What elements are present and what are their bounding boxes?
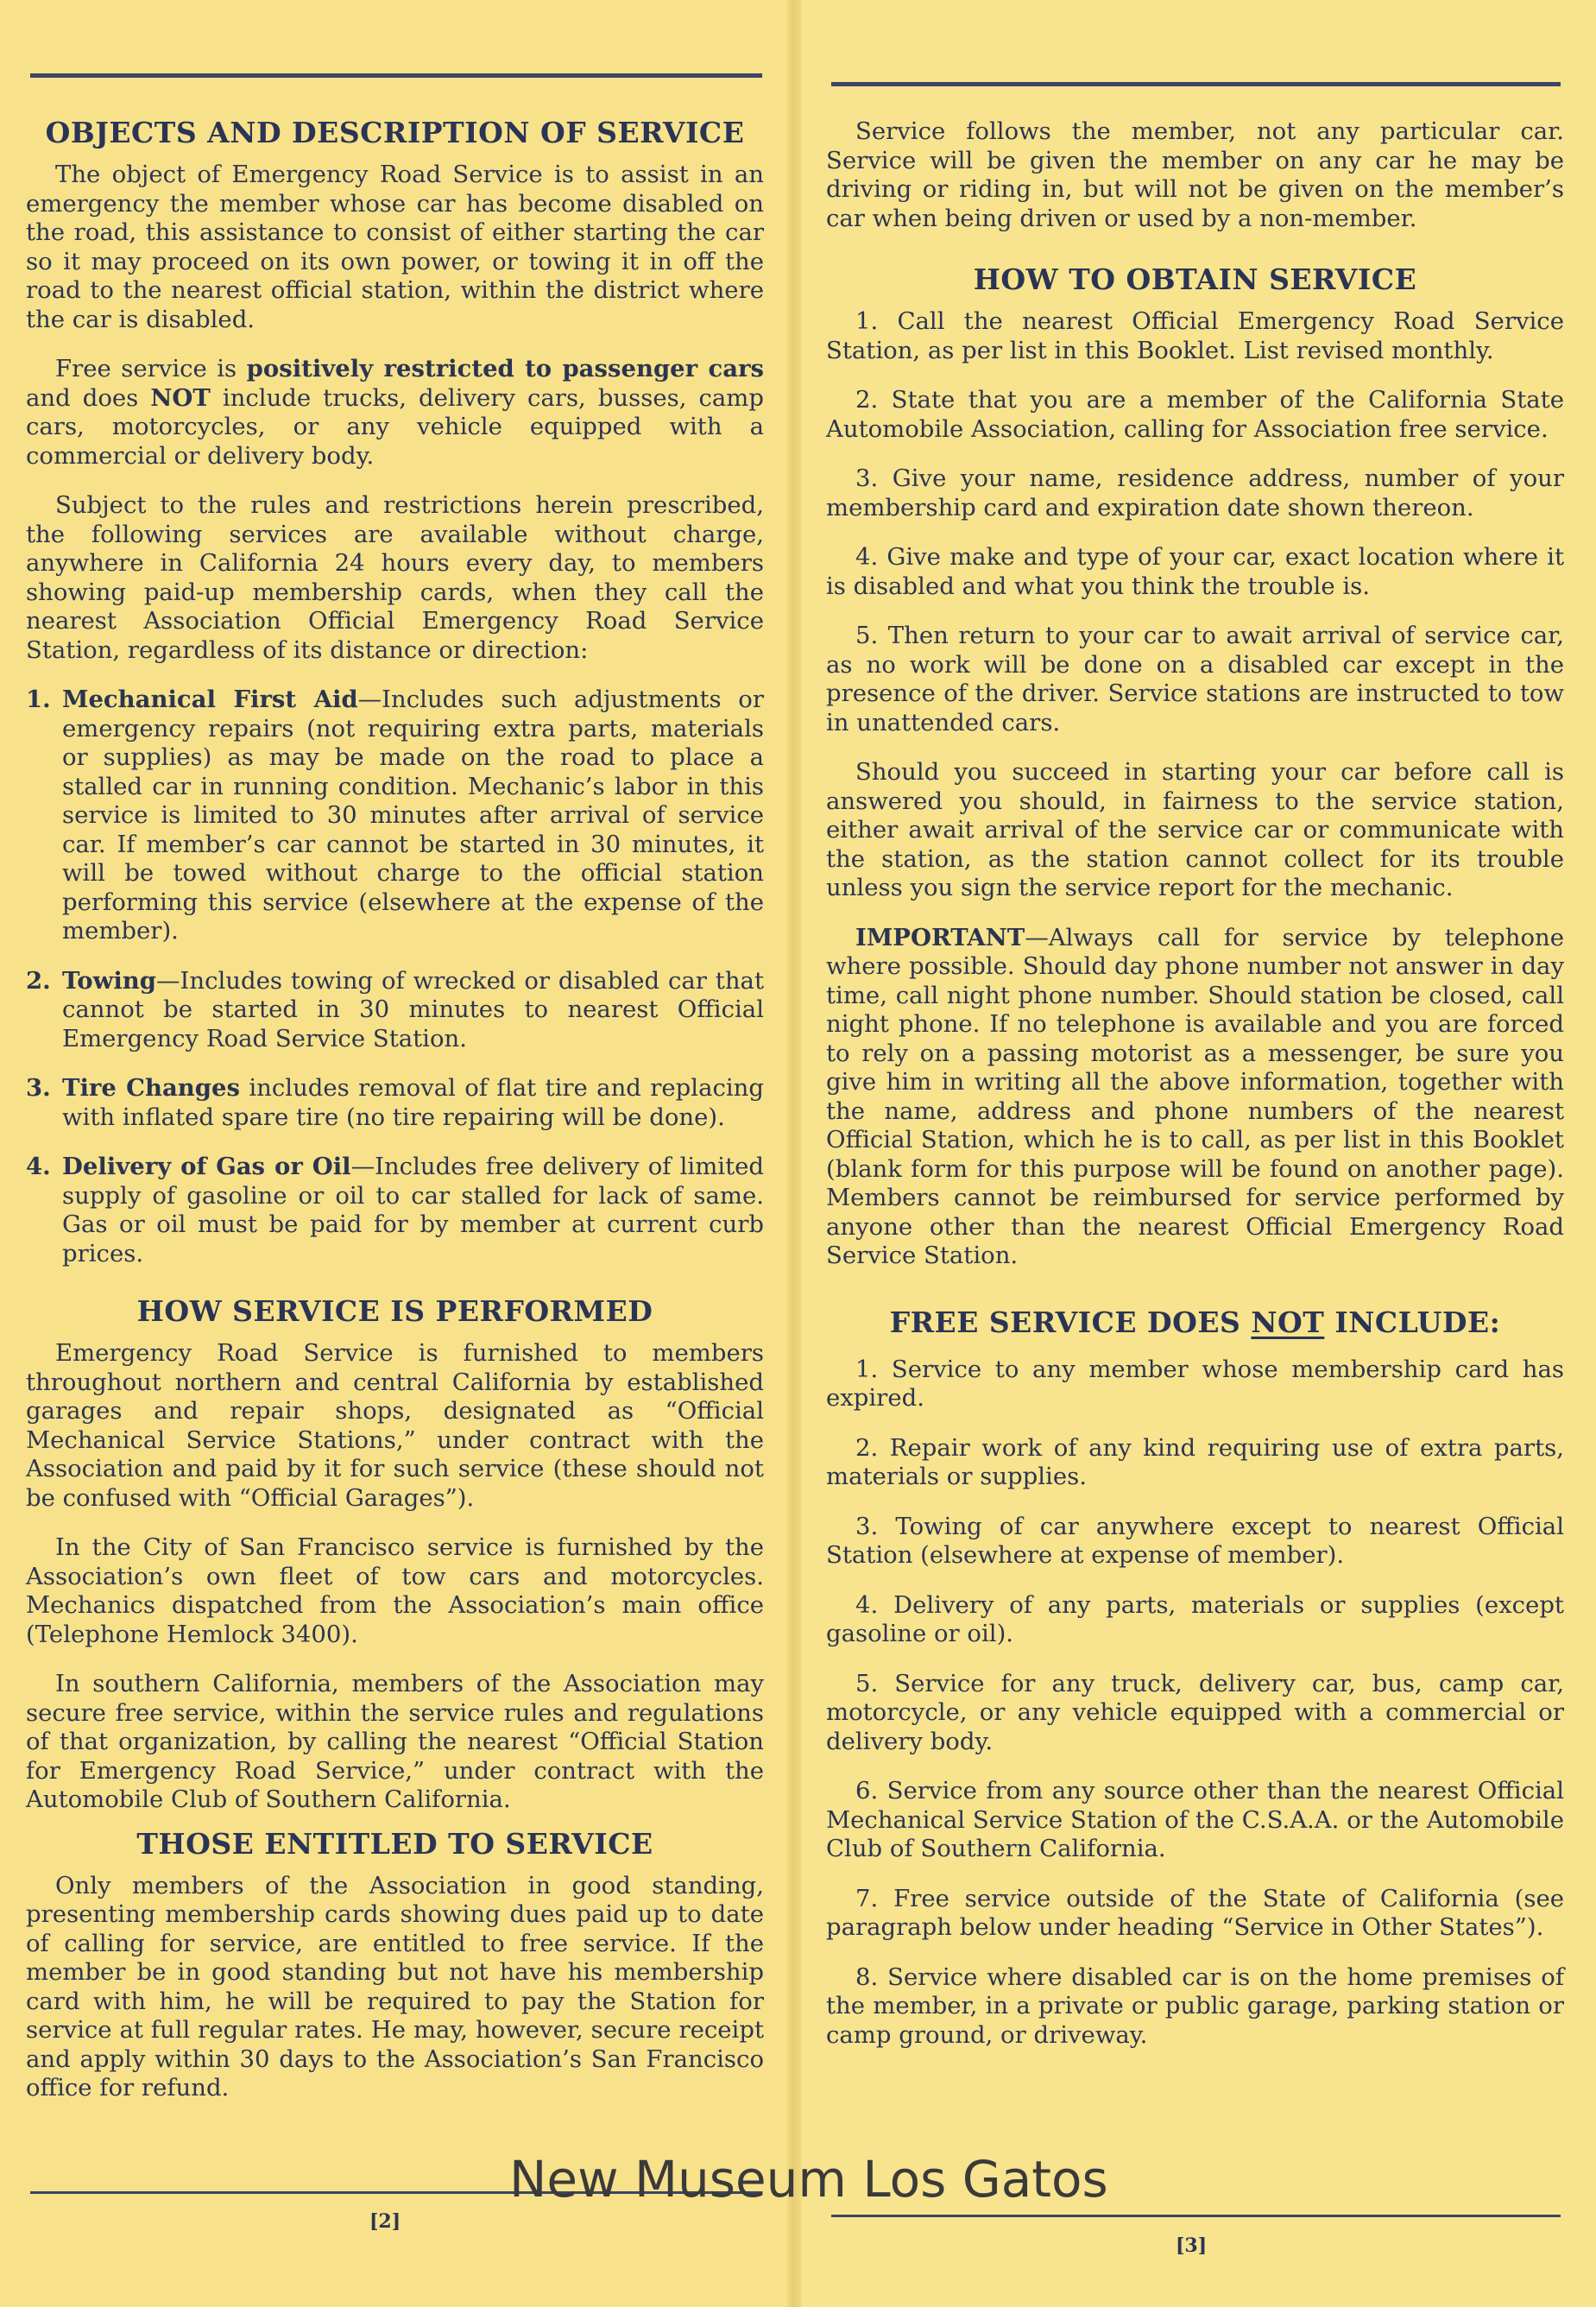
obtain-item: 1. Call the nearest Official Emergency Road Service Station, as per list in this Booklet. List revised monthly. — [826, 307, 1564, 364]
paragraph-southern: In southern California, members of the Association may secure free service, within the service rules and regulations of that organization, by calling the nearest “Official Station for Emergency Road Service,” under contract with the Automobile Club of Southern California. — [26, 1670, 764, 1813]
exclusion-item: 4. Delivery of any parts, materials or supplies (except gasoline or oil). — [826, 1590, 1564, 1647]
bottom-rule-right — [831, 2215, 1561, 2217]
obtain-item: 5. Then return to your car to await arrival of service car, as no work will be done on a disabled car except in the presence of the driver. Service stations are instructed to tow in unattended cars. — [826, 622, 1564, 736]
paragraph-furnished: Emergency Road Service is furnished to members throughout northern and central California by established garages and repair shops, designated as “Official Mechanical Service Stations,” under contract with the Association and paid by it for such service (these should not be confused with “Official Garages”). — [26, 1339, 764, 1512]
right-column — [826, 117, 1564, 2070]
exclusion-item: 1. Service to any member whose membership card has expired. — [826, 1355, 1564, 1412]
left-column — [26, 116, 764, 2124]
page-number-left: [2] — [369, 2210, 401, 2233]
service-item: 1. Mechanical First Aid—Includes such adjustments or emergency repairs (not requiring extra parts, materials or supplies) as may be made on the road to place a stalled car in running condition. Mechanic’s labor in this service is limited to 30 minutes after arrival of service car. If member’s car cannot be started in 30 minutes, it will be towed without charge to the official station performing this service (elsewhere at the expense of the member). — [26, 686, 765, 945]
top-rule-left — [30, 73, 762, 78]
paragraph-important: IMPORTANT—Always call for service by telephone where possible. Should day phone number not answer in day time, call night phone number. Should station be closed, call night phone. If no telephone is available and you are forced to rely on a passing motorist as a messenger, be sure you give him in writing all the above information, together with the name, address and phone numbers of the nearest Official Station, which he is to call, as per list in this Booklet (blank form for this purpose will be found on another page). Members cannot be reimbursed for service performed by anyone other than the nearest Official Emergency Road Service Station. — [826, 923, 1564, 1269]
exclusion-item: 8. Service where disabled car is on the home premises of the member, in a private or public garage, parking station or camp ground, or driveway. — [826, 1963, 1564, 2049]
heading-objects: OBJECTS AND DESCRIPTION OF SERVICE — [45, 116, 745, 149]
exclusion-item: 7. Free service outside of the State of California (see paragraph below under heading “Service in Other States”). — [826, 1884, 1564, 1941]
obtain-item: 3. Give your name, residence address, number of your membership card and expiration date shown thereon. — [826, 465, 1564, 521]
paragraph-only-members: Only members of the Association in good standing, presenting membership cards showing dues paid up to date of calling for service, are entitled to free service. If the member be in good standing but not have his membership card with him, he will be required to pay the Station for service at full regular rates. He may, however, secure receipt and apply within 30 days to the Association’s San Francisco office for refund. — [26, 1871, 764, 2102]
paragraph-follows-member: Service follows the member, not any particular car. Service will be given the member on any car he may be driving or riding in, but will not be given on the member’s car when being driven or used by a non-member. — [826, 117, 1564, 232]
watermark-text: New Museum Los Gatos — [509, 2150, 1108, 2209]
exclusion-item: 3. Towing of car anywhere except to nearest Official Station (elsewhere at expense of member). — [826, 1512, 1564, 1569]
paragraph-free-service: Free service is positively restricted to passenger cars and does NOT include trucks, delivery cars, busses, camp cars, motorcycles, or any vehicle equipped with a commercial or delivery body. — [26, 355, 765, 470]
exclusion-item: 5. Service for any truck, delivery car, bus, camp car, motorcycle, or any vehicle equipped with a commercial or delivery body. — [826, 1669, 1564, 1755]
top-rule-right — [831, 82, 1561, 86]
booklet-spine — [787, 0, 801, 2307]
paragraph-object: The object of Emergency Road Service is to assist in an emergency the member whose car has become disabled on the road, this assistance to consist of either starting the car so it may proceed on its own power, or towing it in off the road to the nearest official station, within the district where the car is disabled. — [26, 161, 764, 333]
heading-not-include: FREE SERVICE DOES NOT INCLUDE: — [889, 1305, 1501, 1339]
page-number-right: [3] — [1176, 2234, 1208, 2257]
heading-performed: HOW SERVICE IS PERFORMED — [136, 1294, 653, 1328]
service-item: 4. Delivery of Gas or Oil—Includes free delivery of limited supply of gasoline or oil to car stalled for lack of same. Gas or oil must be paid for by member at current curb prices. — [26, 1153, 764, 1267]
heading-entitled: THOSE ENTITLED TO SERVICE — [136, 1826, 653, 1861]
paragraph-should-succeed: Should you succeed in starting your car before call is answered you should, in fairness to the service station, either await arrival of the service car or communicate with the station, as the station cannot collect for its trouble unless you sign the service report for the mechanic. — [826, 758, 1564, 901]
exclusion-item: 6. Service from any source other than the nearest Official Mechanical Service Station of the C.S.A.A. or the Automobile Club of Southern California. — [826, 1777, 1564, 1862]
service-item: 3. Tire Changes includes removal of flat tire and replacing with inflated spare tire (no tire repairing will be done). — [26, 1074, 764, 1131]
service-item: 2. Towing—Includes towing of wrecked or disabled car that cannot be started in 30 minutes to nearest Official Emergency Road Service Station. — [26, 966, 764, 1052]
obtain-item: 4. Give make and type of your car, exact location where it is disabled and what you think the trouble is. — [826, 543, 1564, 600]
obtain-item: 2. State that you are a member of the California State Automobile Association, calling for Association free service. — [826, 386, 1564, 443]
heading-obtain: HOW TO OBTAIN SERVICE — [973, 262, 1417, 296]
paragraph-subject: Subject to the rules and restrictions herein prescribed, the following services are available without charge, anywhere in California 24 hours every day, to members showing paid-up membership cards, when they call the nearest Association Official Emergency Road Service Station, regardless of its distance or direction: — [26, 491, 764, 664]
paragraph-san-francisco: In the City of San Francisco service is furnished by the Association’s own fleet of tow cars and motorcycles. Mechanics dispatched from the Association’s main office (Telephone Hemlock 3400). — [26, 1533, 764, 1648]
exclusion-item: 2. Repair work of any kind requiring use of extra parts, materials or supplies. — [826, 1433, 1564, 1490]
